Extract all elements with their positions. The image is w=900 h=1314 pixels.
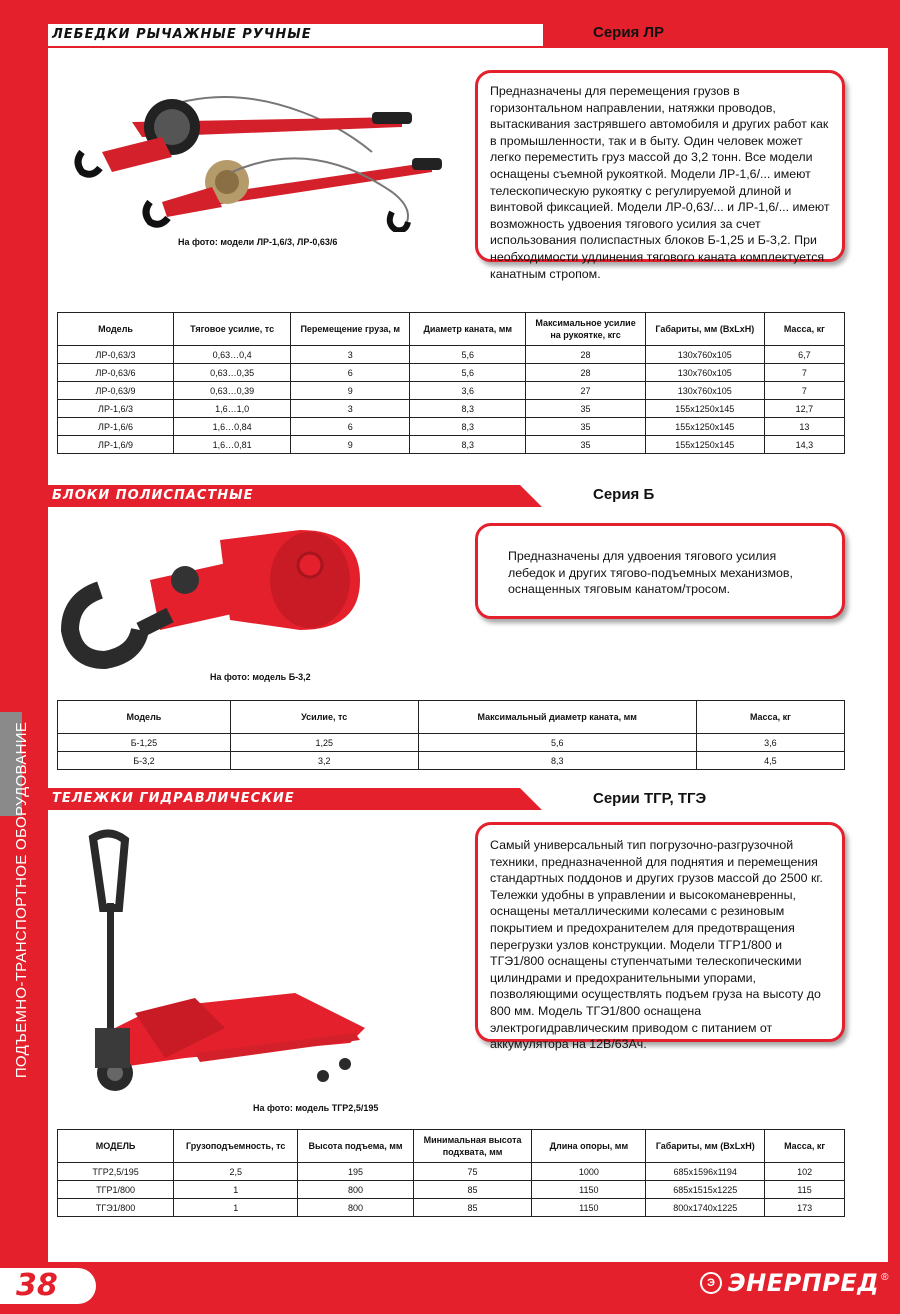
table-row [58,1181,845,1199]
brand-name: ЭНЕРПРЕД [728,1269,880,1297]
photo-caption-winches: На фото: модели ЛР-1,6/3, ЛР-0,63/6 [178,237,338,247]
column-header: Грузоподъемность, тс [174,1130,298,1163]
spec-table-winches [57,312,845,454]
table-cell: 27 [526,382,646,400]
table-cell: 195 [298,1163,413,1181]
brand-logo [700,1268,889,1298]
left-frame [0,0,48,1314]
registered-mark: ® [881,1271,889,1283]
table-row [58,1199,845,1217]
table-cell: 115 [765,1181,845,1199]
table-cell: 1,6…0,84 [174,418,291,436]
table-header-row [58,313,845,346]
column-header: Масса, кг [764,313,844,346]
table-cell: 8,3 [418,752,696,770]
table-cell: 75 [413,1163,532,1181]
table-cell: 685х1596х1194 [646,1163,765,1181]
brand-mark-icon: Э [700,1272,722,1294]
table-cell: Б-3,2 [58,752,231,770]
right-frame [888,0,900,1314]
pulley-block-photo [60,520,380,670]
table-cell: 9 [291,436,410,454]
column-header: Высота подъема, мм [298,1130,413,1163]
column-header: Длина опоры, мм [532,1130,646,1163]
column-header: Перемещение груза, м [291,313,410,346]
table-cell: 13 [764,418,844,436]
table-cell: 85 [413,1199,532,1217]
table-cell: 3 [291,400,410,418]
table-cell: 3,6 [410,382,526,400]
table-cell: 9 [291,382,410,400]
table-row [58,1163,845,1181]
description-blocks [475,523,845,619]
section-header-notch [520,485,542,507]
table-cell: 1,6…1,0 [174,400,291,418]
table-cell: ТГЭ1/800 [58,1199,174,1217]
table-cell: 1,25 [230,734,418,752]
series-label-blocks: Серия Б [593,486,655,503]
table-row [58,346,845,364]
table-cell: 1 [174,1199,298,1217]
series-label-winches: Серия ЛР [593,24,665,41]
photo-caption-blocks: На фото: модель Б-3,2 [210,672,311,682]
pallet-truck-photo [75,828,375,1100]
section-title-winches: ЛЕБЕДКИ РЫЧАЖНЫЕ РУЧНЫЕ [52,27,312,42]
table-cell: 102 [765,1163,845,1181]
table-row [58,400,845,418]
description-trucks [475,822,845,1052]
table-cell: ЛР-0,63/6 [58,364,174,382]
table-row [58,364,845,382]
table-cell: 3 [291,346,410,364]
table-cell: 5,6 [418,734,696,752]
column-header: Тяговое усилие, тс [174,313,291,346]
table-cell: 7 [764,364,844,382]
winch-photo [72,82,452,232]
table-cell: 35 [526,436,646,454]
table-cell: 1150 [532,1181,646,1199]
table-cell: 3,2 [230,752,418,770]
table-row [58,752,845,770]
page-number-badge [0,1268,96,1304]
column-header: Габариты, мм (ВхLхН) [646,1130,765,1163]
table-cell: 12,7 [764,400,844,418]
column-header: Масса, кг [765,1130,845,1163]
table-cell: 800х1740х1225 [646,1199,765,1217]
table-cell: 28 [526,346,646,364]
table-cell: 6 [291,364,410,382]
table-cell: 1,6…0,81 [174,436,291,454]
table-cell: 3,6 [696,734,844,752]
table-cell: 155х1250х145 [645,436,764,454]
table-cell: ЛР-1,6/3 [58,400,174,418]
table-row [58,382,845,400]
side-category-label: ПОДЪЕМНО-ТРАНСПОРТНОЕ ОБОРУДОВАНИЕ [13,721,30,1079]
table-cell: 35 [526,418,646,436]
table-cell: 28 [526,364,646,382]
column-header: Габариты, мм (ВхLхН) [645,313,764,346]
photo-caption-trucks: На фото: модель ТГР2,5/195 [253,1103,379,1113]
table-cell: 6 [291,418,410,436]
section-title-trucks: ТЕЛЕЖКИ ГИДРАВЛИЧЕСКИЕ [52,791,295,806]
table-cell: 130х760х105 [645,382,764,400]
table-cell: 155х1250х145 [645,400,764,418]
column-header: Модель [58,701,231,734]
table-cell: 173 [765,1199,845,1217]
table-cell: ТГР2,5/195 [58,1163,174,1181]
table-cell: ЛР-0,63/3 [58,346,174,364]
description-text-winches: Предназначены для перемещения грузов в горизонтальном направлении, натяжки проводов, вытаскивания застрявшего автомобиля и других работ как в промышленности, так и в быту. Один человек может легко переместить груз массой до 3,2 тонн. Все модели оснащены съемной рукояткой. Модели ЛР-1,6/... имеют телескопическую рукоятку с регулируемой длиной и винтовой фиксацией. Модели ЛР-0,63/... и ЛР-1,6/... имеют возможность удвоения тягового усилия за счет использования полиспастных блоков Б-1,25 и Б-3,2. При необходимости удлинения тягового каната комплектуется канатным стропом. [490,84,830,281]
table-cell: 0,63…0,39 [174,382,291,400]
table-cell: 6,7 [764,346,844,364]
column-header: Максимальное усилие на рукоятке, кгс [526,313,646,346]
table-cell: 1000 [532,1163,646,1181]
table-cell: 1150 [532,1199,646,1217]
column-header: Минимальная высота подхвата, мм [413,1130,532,1163]
table-cell: 8,3 [410,418,526,436]
table-cell: ЛР-0,63/9 [58,382,174,400]
table-row [58,436,845,454]
table-cell: 7 [764,382,844,400]
description-text-trucks: Самый универсальный тип погрузочно-разгрузочной техники, предназначенной для поднятия и перемещения стандартных поддонов и других грузов массой до 2500 кг. Тележки удобны в управлении и высокоманевренны, оснащены металлическими колесами с резиновым покрытием и предохранителем для предотвращения перегрузки узлов конструкции. Модели ТГР1/800 и ТГЭ1/800 оснащены ступенчатыми телескопическими цилиндрами и предохранительными упорами, позволяющими осуществлять подъем груза на высоту до 800 мм. Модель ТГЭ1/800 оснащена электрогидравлическим приводом с питанием от аккумулятора на 12В/63Ач. [490,838,823,1052]
table-cell: 155х1250х145 [645,418,764,436]
section-header-notch [520,24,542,46]
table-cell: 14,3 [764,436,844,454]
spec-table-trucks [57,1129,845,1217]
table-cell: 35 [526,400,646,418]
table-row [58,734,845,752]
table-header-row [58,701,845,734]
table-cell: 85 [413,1181,532,1199]
page-number: 38 [16,1268,58,1303]
table-cell: 1 [174,1181,298,1199]
column-header: Усилие, тс [230,701,418,734]
series-label-trucks: Серии ТГР, ТГЭ [593,790,707,807]
table-cell: 800 [298,1199,413,1217]
description-text-blocks: Предназначены для удвоения тягового усилия лебедок и других тягово-подъемных механизмов, оснащенных тяговым канатом/тросом. [508,549,793,597]
table-cell: ТГР1/800 [58,1181,174,1199]
description-winches [475,70,845,281]
table-cell: ЛР-1,6/6 [58,418,174,436]
column-header: Модель [58,313,174,346]
table-cell: 8,3 [410,436,526,454]
table-cell: 685х1515х1225 [646,1181,765,1199]
section-header-notch [520,788,542,810]
table-header-row [58,1130,845,1163]
table-cell: 4,5 [696,752,844,770]
table-cell: 2,5 [174,1163,298,1181]
table-cell: 130х760х105 [645,364,764,382]
table-cell: 5,6 [410,346,526,364]
table-cell: ЛР-1,6/9 [58,436,174,454]
table-cell: 5,6 [410,364,526,382]
table-cell: 0,63…0,4 [174,346,291,364]
table-cell: 800 [298,1181,413,1199]
section-title-blocks: БЛОКИ ПОЛИСПАСТНЫЕ [52,488,254,503]
column-header: Масса, кг [696,701,844,734]
table-cell: Б-1,25 [58,734,231,752]
table-cell: 0,63…0,35 [174,364,291,382]
column-header: МОДЕЛЬ [58,1130,174,1163]
table-cell: 130х760х105 [645,346,764,364]
table-cell: 8,3 [410,400,526,418]
column-header: Максимальный диаметр каната, мм [418,701,696,734]
table-row [58,418,845,436]
column-header: Диаметр каната, мм [410,313,526,346]
spec-table-blocks [57,700,845,770]
